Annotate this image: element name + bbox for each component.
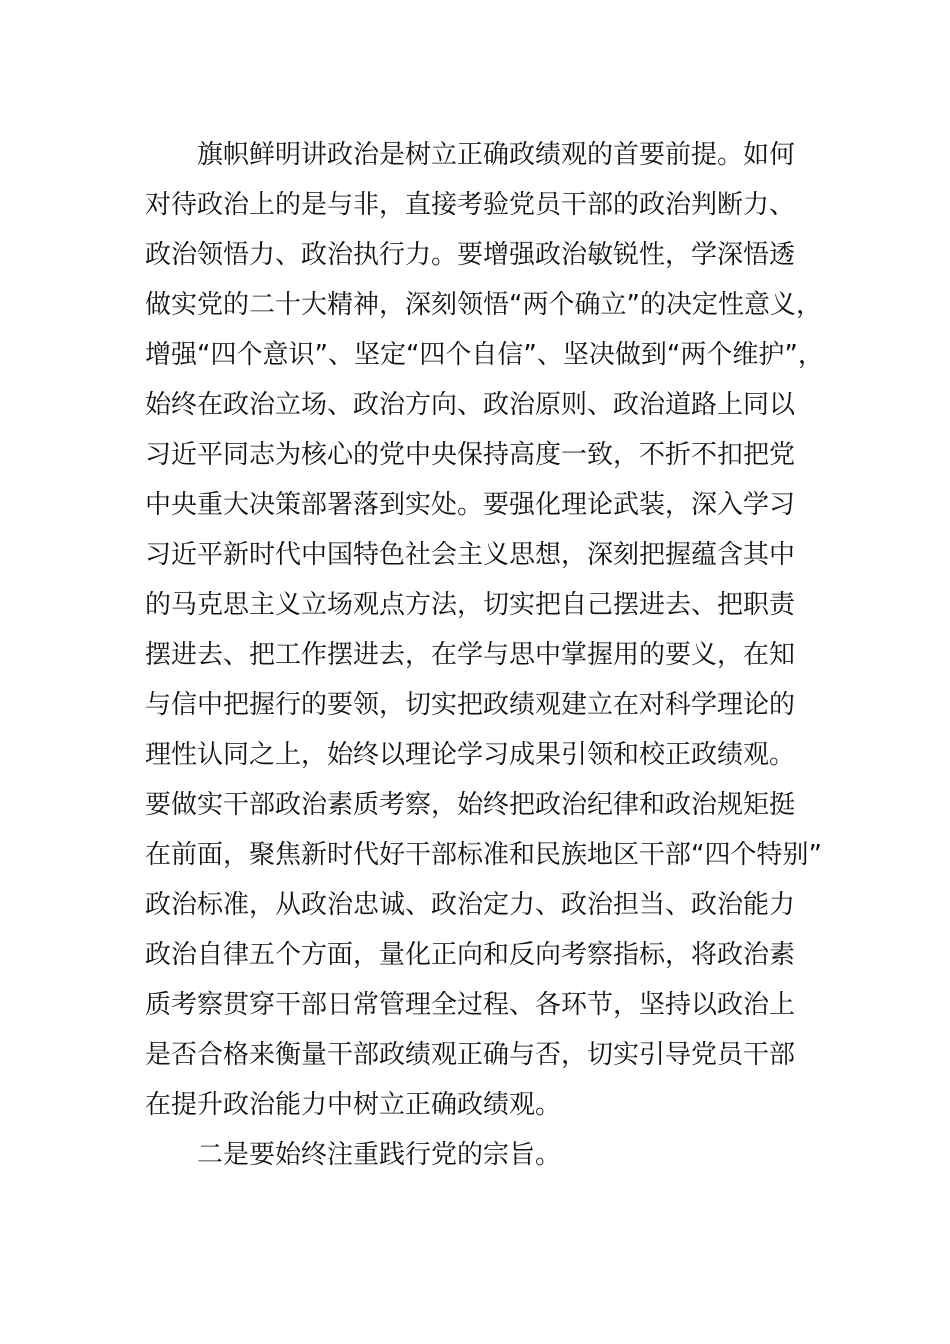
paragraph-line: 理性认同之上，始终以理论学习成果引领和校正政绩观。 bbox=[145, 740, 796, 770]
paragraph-political-premise bbox=[145, 130, 824, 1130]
paragraph-line: 政治领悟力、政治执行力。要增强政治敏锐性，学深悟透 bbox=[145, 240, 796, 270]
paragraph-line: 二是要始终注重践行党的宗旨。 bbox=[197, 1140, 562, 1170]
paragraph-line: 是否合格来衡量干部政绩观正确与否，切实引导党员干部 bbox=[145, 1040, 796, 1070]
paragraph-line: 政治自律五个方面，量化正向和反向考察指标，将政治素 bbox=[145, 940, 796, 970]
paragraph-line: 旗帜鲜明讲政治是树立正确政绩观的首要前提。如何 bbox=[197, 140, 796, 170]
paragraph-heading-two bbox=[145, 1130, 805, 1180]
paragraph-line: 要做实干部政治素质考察，始终把政治纪律和政治规矩挺 bbox=[145, 790, 796, 820]
paragraph-line: 中央重大决策部署落到实处。要强化理论武装，深入学习 bbox=[145, 490, 796, 520]
paragraph-line: 增强“四个意识”、坚定“四个自信”、坚决做到“两个维护”， bbox=[145, 340, 824, 370]
paragraph-line: 习近平同志为核心的党中央保持高度一致，不折不扣把党 bbox=[145, 440, 796, 470]
paragraph-line: 的马克思主义立场观点方法，切实把自己摆进去、把职责 bbox=[145, 590, 796, 620]
paragraph-line: 对待政治上的是与非，直接考验党员干部的政治判断力、 bbox=[145, 190, 796, 220]
paragraph-line: 在前面，聚焦新时代好干部标准和民族地区干部“四个特别” bbox=[145, 840, 822, 870]
paragraph-line: 始终在政治立场、政治方向、政治原则、政治道路上同以 bbox=[145, 390, 796, 420]
paragraph-line: 与信中把握行的要领，切实把政绩观建立在对科学理论的 bbox=[145, 690, 796, 720]
body-text bbox=[145, 130, 824, 1180]
paragraph-line: 做实党的二十大精神，深刻领悟“两个确立”的决定性意义， bbox=[145, 290, 822, 320]
paragraph-line: 政治标准，从政治忠诚、政治定力、政治担当、政治能力 bbox=[145, 890, 796, 920]
paragraph-line: 习近平新时代中国特色社会主义思想，深刻把握蕴含其中 bbox=[145, 540, 796, 570]
paragraph-line: 在提升政治能力中树立正确政绩观。 bbox=[145, 1090, 562, 1120]
paragraph-line: 质考察贯穿干部日常管理全过程、各环节，坚持以政治上 bbox=[145, 990, 796, 1020]
paragraph-line: 摆进去、把工作摆进去，在学与思中掌握用的要义，在知 bbox=[145, 640, 796, 670]
